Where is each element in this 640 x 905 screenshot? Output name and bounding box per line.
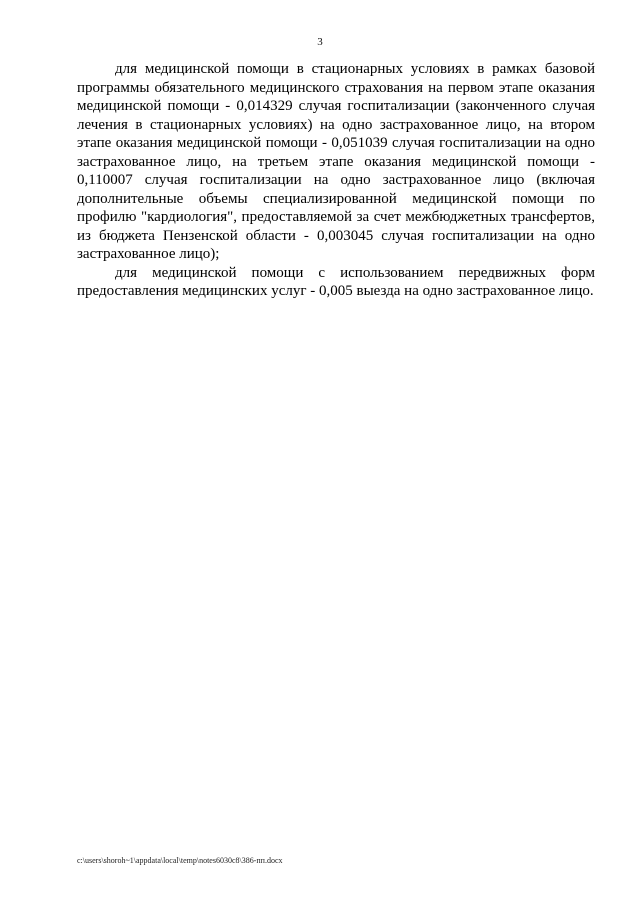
footer-file-path: c:\users\shoroh~1\appdata\local\temp\notes6030c8\386-пп.docx [77, 856, 283, 865]
paragraph-mobile-care: для медицинской помощи с использованием передвижных форм предоставления медицинских услуг - 0,005 выезда на одно застрахованное лицо. [77, 264, 595, 299]
page-number: 3 [317, 36, 323, 48]
paragraph-inpatient-care: для медицинской помощи в стационарных условиях в рамках базовой программы обязательного медицинского страхования на первом этапе оказания медицинской помощи - 0,014329 случая госпитализации (законченного случая лечения в стационарных условиях) на одно застрахованное лицо, на втором этапе оказания медицинской помощи - 0,051039 случая госпитализации на одно застрахованное лицо, на третьем этапе оказания медицинской помощи - 0,110007 случая госпитализации на одно застрахованное лицо (включая дополнительные объемы специализированной медицинской помощи по профилю "кардиология", предоставляемой за счет межбюджетных трансфертов, из бюджета Пензенской области - 0,003045 случая госпитализации на одно застрахованное лицо); [77, 61, 595, 262]
document-body [77, 60, 595, 301]
